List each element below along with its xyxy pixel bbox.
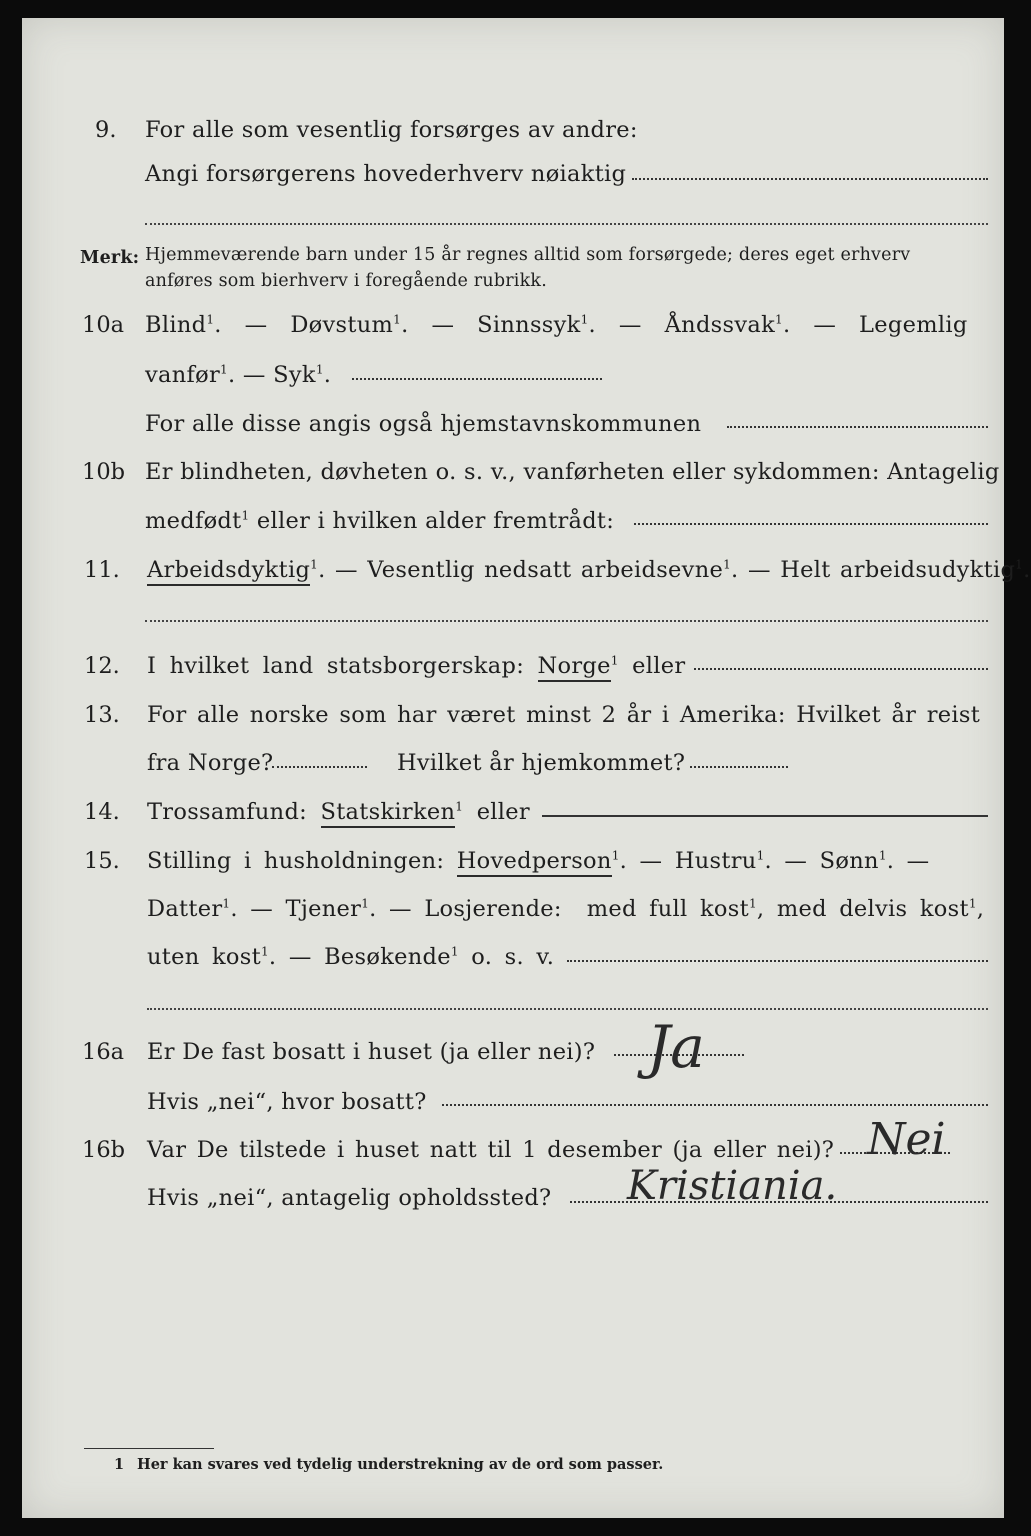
q9-number: 9. [95, 117, 117, 143]
q10b-number: 10b [82, 459, 126, 485]
q10a-line1: Blind$^1$. — Døvstum$^1$. — Sinnssyk$^1$. — Åndssvak$^1$. — Legemlig [145, 312, 968, 338]
q12-number: 12. [84, 653, 120, 679]
q9-answer-line-2 [145, 223, 988, 225]
q16a-handwritten-answer: Ja [647, 1013, 705, 1081]
option-norge-underlined: Norge [538, 653, 611, 682]
q12-answer-line [694, 668, 988, 670]
q14-line: Trossamfund: Statskirken$^1$ eller [147, 798, 530, 826]
q16a-where-label: Hvis „nei“, hvor bosatt? [147, 1089, 427, 1115]
option-arbeidsudyktig: Helt arbeidsudyktig [780, 557, 1016, 583]
option-besokende: Besøkende [324, 944, 451, 970]
q9-answer-line [632, 178, 988, 180]
q13-returned-year-line [690, 766, 788, 768]
q15-line2: Datter$^1$. — Tjener$^1$. — Losjerende: med full kost$^1$, med delvis kost$^1$, [147, 896, 985, 922]
census-form-page [22, 18, 1031, 1518]
option-blind: Blind [145, 312, 207, 338]
merk-note-line1: Hjemmeværende barn under 15 år regnes alltid som forsørgede; deres eget erhverv [145, 245, 911, 265]
option-dovstum: Døvstum [290, 312, 394, 338]
option-hustru: Hustru [674, 848, 757, 874]
q15-answer-line-2 [147, 1008, 988, 1010]
q13-returned-label: Hvilket år hjemkommet? [397, 750, 686, 776]
q10a-municipality-answer-line [727, 426, 988, 428]
q16b-place-label: Hvis „nei“, antagelig opholdssted? [147, 1185, 552, 1211]
option-datter: Datter [147, 896, 223, 922]
q13-left-norway-label: fra Norge? [147, 750, 274, 776]
q13-number: 13. [84, 702, 120, 728]
merk-note-line2: anføres som bierhverv i foregående rubrikk. [145, 271, 547, 291]
q10a-line2: vanfør$^1$. — Syk$^1$. [145, 362, 332, 388]
option-full-kost: med full kost [586, 896, 749, 922]
option-delvis-kost: med delvis kost [776, 896, 969, 922]
q10b-answer-line [634, 523, 988, 525]
q12-line: I hvilket land statsborgerskap: Norge$^1$ eller [147, 652, 685, 680]
q11-line: Arbeidsdyktig$^1$. — Vesentlig nedsatt arbeidsevne$^1$. — Helt arbeidsudyktig$^1$. [147, 556, 1031, 584]
q13-line1: For alle norske som har været minst 2 år i Amerika: Hvilket år reist [147, 702, 981, 728]
q15-answer-line [567, 960, 988, 962]
q14-number: 14. [84, 799, 120, 825]
option-nedsatt-arbeidsevne: Vesentlig nedsatt arbeidsevne [367, 557, 724, 583]
merk-label: Merk: [80, 248, 140, 268]
q11-number: 11. [84, 557, 120, 583]
option-losjerende: Losjerende: [424, 896, 562, 922]
q16a-where-answer-line [442, 1104, 988, 1106]
q16b-number: 16b [82, 1137, 126, 1163]
option-medfodt: medfødt [145, 508, 242, 534]
option-andssvak: Åndssvak [664, 312, 776, 338]
q13-left-year-line [272, 766, 367, 768]
option-tjener: Tjener [285, 896, 362, 922]
q9-provider-occupation-label: Angi forsørgerens hovederhverv nøiaktig [145, 161, 627, 187]
q16b-handwritten-answer: Nei [867, 1114, 946, 1165]
q16b-handwritten-place: Kristiania. [627, 1163, 838, 1209]
footnote-marker: 1 [114, 1456, 125, 1473]
q15-line3: uten kost$^1$. — Besøkende$^1$ o. s. v. [147, 944, 555, 970]
option-statskirken-underlined: Statskirken [321, 799, 456, 828]
footnote-separator [84, 1448, 214, 1449]
option-uten-kost: uten kost [147, 944, 261, 970]
q16b-question: Var De tilstede i huset natt til 1 desember (ja eller nei)? [147, 1137, 835, 1163]
q14-answer-line [542, 815, 988, 817]
option-vanfor: vanfør [145, 362, 221, 388]
q16a-question: Er De fast bosatt i huset (ja eller nei)? [147, 1039, 596, 1065]
q10a-home-municipality-label: For alle disse angis også hjemstavnskommunen [145, 411, 702, 437]
q15-line1: Stilling i husholdningen: Hovedperson$^1$. — Hustru$^1$. — Sønn$^1$. — [147, 847, 929, 875]
option-sonn: Sønn [819, 848, 879, 874]
q10a-syk-answer-line [352, 378, 602, 380]
option-legemlig: Legemlig [859, 312, 968, 338]
q10b-line2: medfødt$^1$ eller i hvilken alder fremtrådt: [145, 508, 615, 534]
q10a-number: 10a [82, 312, 125, 338]
option-hovedperson-underlined: Hovedperson [457, 848, 612, 877]
footnote-text: Her kan svares ved tydelig understrekning av de ord som passer. [137, 1456, 664, 1473]
q11-answer-line [145, 620, 988, 622]
q10b-line1: Er blindheten, døvheten o. s. v., vanførheten eller sykdommen: Antagelig [145, 459, 1000, 485]
option-sinnssyk: Sinnssyk [477, 312, 581, 338]
option-syk: Syk [273, 362, 316, 388]
q9-heading: For alle som vesentlig forsørges av andre: [145, 117, 638, 143]
option-arbeidsdyktig-underlined: Arbeidsdyktig [147, 557, 310, 586]
q15-number: 15. [84, 848, 120, 874]
q16a-number: 16a [82, 1039, 125, 1065]
